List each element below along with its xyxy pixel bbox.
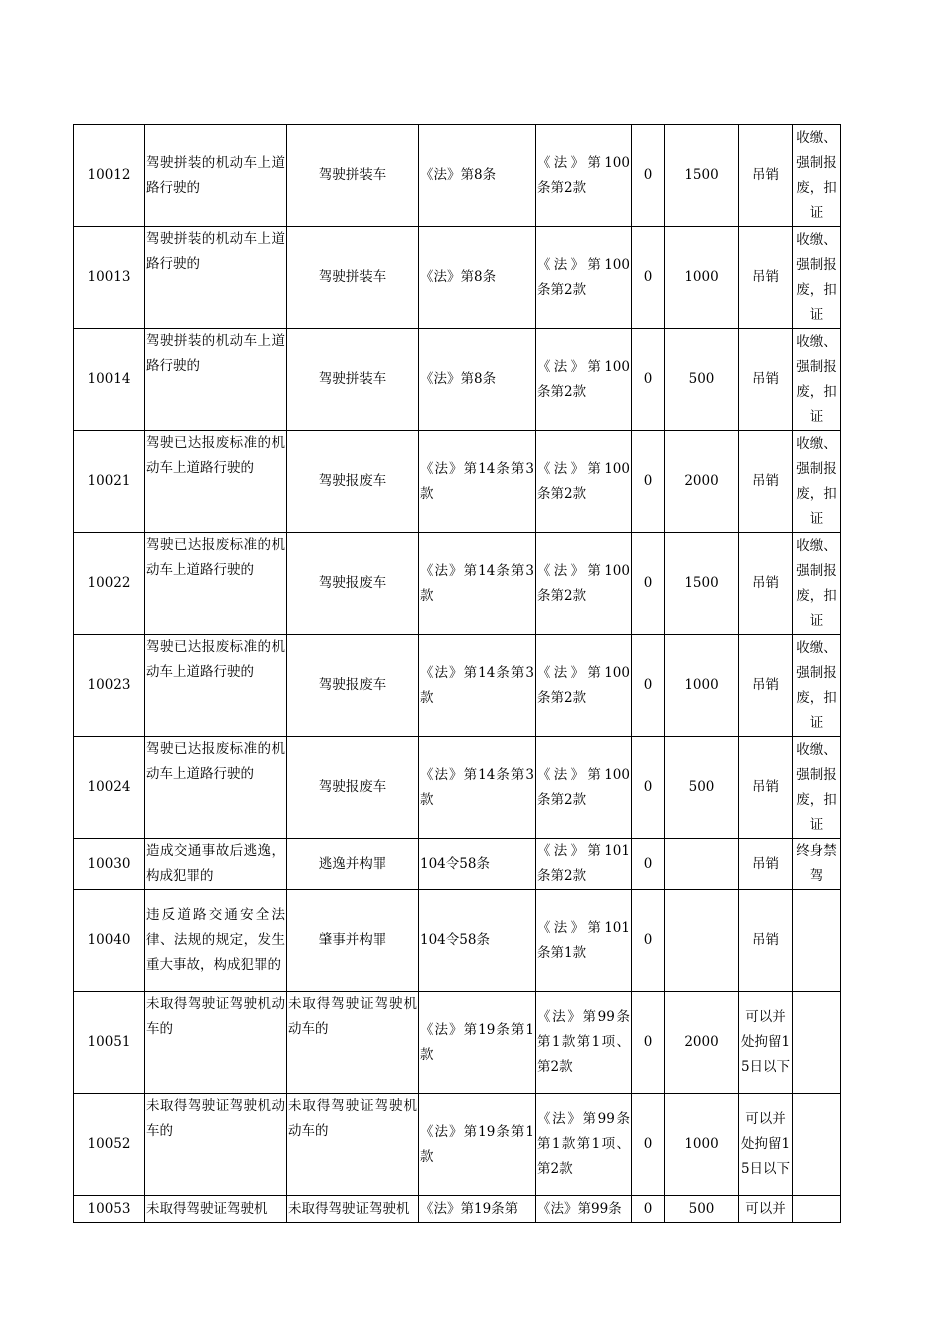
fine-amount: 500 <box>665 737 739 839</box>
fine-amount <box>665 890 739 992</box>
violation-code: 10052 <box>74 1094 145 1196</box>
other-measures <box>793 1196 841 1223</box>
license-action: 可以并处拘留15日以下 <box>739 1094 793 1196</box>
violation-short-name: 驾驶报废车 <box>287 737 419 839</box>
violation-description: 驾驶已达报废标准的机动车上道路行驶的 <box>145 737 287 839</box>
legal-basis: 《法》第19条第1款 <box>419 992 536 1094</box>
penalty-points: 0 <box>632 431 665 533</box>
penalty-basis: 《法》第100条第2款 <box>536 533 632 635</box>
other-measures: 收缴、强制报废，扣证 <box>793 125 841 227</box>
other-measures: 收缴、强制报废，扣证 <box>793 329 841 431</box>
violation-short-name: 未取得驾驶证驾驶机动车的 <box>287 992 419 1094</box>
other-measures: 收缴、强制报废，扣证 <box>793 227 841 329</box>
violation-description: 未取得驾驶证驾驶机 <box>145 1196 287 1223</box>
penalty-points: 0 <box>632 839 665 890</box>
license-action: 吊销 <box>739 839 793 890</box>
legal-basis: 《法》第8条 <box>419 329 536 431</box>
license-action: 吊销 <box>739 125 793 227</box>
table-row <box>74 635 841 737</box>
penalty-basis: 《法》第99条第1款第1项、第2款 <box>536 992 632 1094</box>
fine-amount <box>665 839 739 890</box>
fine-amount: 500 <box>665 329 739 431</box>
legal-basis: 104令58条 <box>419 890 536 992</box>
violation-description: 驾驶拼装的机动车上道路行驶的 <box>145 329 287 431</box>
violation-code-table <box>73 124 841 1223</box>
violation-code: 10053 <box>74 1196 145 1223</box>
legal-basis: 《法》第14条第3款 <box>419 533 536 635</box>
other-measures <box>793 992 841 1094</box>
legal-basis: 《法》第8条 <box>419 125 536 227</box>
license-action: 吊销 <box>739 890 793 992</box>
other-measures <box>793 1094 841 1196</box>
license-action: 吊销 <box>739 533 793 635</box>
violation-short-name: 未取得驾驶证驾驶机动车的 <box>287 1094 419 1196</box>
violation-code: 10040 <box>74 890 145 992</box>
fine-amount: 1000 <box>665 227 739 329</box>
other-measures: 终身禁驾 <box>793 839 841 890</box>
license-action: 可以并 <box>739 1196 793 1223</box>
penalty-basis: 《法》第100条第2款 <box>536 125 632 227</box>
other-measures: 收缴、强制报废，扣证 <box>793 635 841 737</box>
fine-amount: 1500 <box>665 533 739 635</box>
legal-basis: 《法》第19条第1款 <box>419 1094 536 1196</box>
table-row <box>74 533 841 635</box>
license-action: 吊销 <box>739 431 793 533</box>
penalty-basis: 《法》第100条第2款 <box>536 329 632 431</box>
fine-amount: 1000 <box>665 635 739 737</box>
violation-description: 驾驶已达报废标准的机动车上道路行驶的 <box>145 635 287 737</box>
penalty-basis: 《法》第100条第2款 <box>536 737 632 839</box>
table-row <box>74 1094 841 1196</box>
violation-description: 造成交通事故后逃逸，构成犯罪的 <box>145 839 287 890</box>
penalty-basis: 《法》第99条 <box>536 1196 632 1223</box>
violation-code: 10014 <box>74 329 145 431</box>
table-row <box>74 992 841 1094</box>
legal-basis: 《法》第14条第3款 <box>419 737 536 839</box>
legal-basis: 104令58条 <box>419 839 536 890</box>
violation-short-name: 驾驶报废车 <box>287 533 419 635</box>
violation-description: 驾驶拼装的机动车上道路行驶的 <box>145 227 287 329</box>
fine-amount: 1000 <box>665 1094 739 1196</box>
violation-short-name: 逃逸并构罪 <box>287 839 419 890</box>
violation-code: 10021 <box>74 431 145 533</box>
other-measures: 收缴、强制报废，扣证 <box>793 737 841 839</box>
penalty-basis: 《法》第101条第1款 <box>536 890 632 992</box>
penalty-points: 0 <box>632 125 665 227</box>
table-row <box>74 329 841 431</box>
license-action: 吊销 <box>739 635 793 737</box>
violation-code: 10051 <box>74 992 145 1094</box>
license-action: 吊销 <box>739 227 793 329</box>
penalty-points: 0 <box>632 1094 665 1196</box>
violation-code: 10030 <box>74 839 145 890</box>
table-row <box>74 1196 841 1223</box>
penalty-points: 0 <box>632 227 665 329</box>
table-row <box>74 737 841 839</box>
violation-code: 10023 <box>74 635 145 737</box>
legal-basis: 《法》第14条第3款 <box>419 431 536 533</box>
violation-code: 10012 <box>74 125 145 227</box>
violation-description: 未取得驾驶证驾驶机动车的 <box>145 1094 287 1196</box>
legal-basis: 《法》第19条第 <box>419 1196 536 1223</box>
violation-description: 驾驶拼装的机动车上道路行驶的 <box>145 125 287 227</box>
fine-amount: 2000 <box>665 992 739 1094</box>
table-row <box>74 839 841 890</box>
penalty-points: 0 <box>632 329 665 431</box>
penalty-points: 0 <box>632 737 665 839</box>
license-action: 吊销 <box>739 737 793 839</box>
penalty-basis: 《法》第100条第2款 <box>536 635 632 737</box>
legal-basis: 《法》第14条第3款 <box>419 635 536 737</box>
violation-short-name: 驾驶拼装车 <box>287 227 419 329</box>
violation-description: 未取得驾驶证驾驶机动车的 <box>145 992 287 1094</box>
violation-description: 驾驶已达报废标准的机动车上道路行驶的 <box>145 431 287 533</box>
table-row <box>74 431 841 533</box>
violation-short-name: 驾驶拼装车 <box>287 125 419 227</box>
license-action: 吊销 <box>739 329 793 431</box>
penalty-points: 0 <box>632 635 665 737</box>
penalty-points: 0 <box>632 533 665 635</box>
penalty-basis: 《法》第101条第2款 <box>536 839 632 890</box>
other-measures: 收缴、强制报废，扣证 <box>793 533 841 635</box>
violation-short-name: 肇事并构罪 <box>287 890 419 992</box>
legal-basis: 《法》第8条 <box>419 227 536 329</box>
penalty-basis: 《法》第99条第1款第1项、第2款 <box>536 1094 632 1196</box>
penalty-points: 0 <box>632 992 665 1094</box>
table-row <box>74 125 841 227</box>
fine-amount: 1500 <box>665 125 739 227</box>
violation-short-name: 驾驶拼装车 <box>287 329 419 431</box>
violation-short-name: 未取得驾驶证驾驶机 <box>287 1196 419 1223</box>
fine-amount: 500 <box>665 1196 739 1223</box>
license-action: 可以并处拘留15日以下 <box>739 992 793 1094</box>
penalty-basis: 《法》第100条第2款 <box>536 431 632 533</box>
violation-code: 10022 <box>74 533 145 635</box>
table-row <box>74 227 841 329</box>
violation-description: 违反道路交通安全法律、法规的规定，发生重大事故，构成犯罪的 <box>145 890 287 992</box>
table-row <box>74 890 841 992</box>
penalty-basis: 《法》第100条第2款 <box>536 227 632 329</box>
penalty-points: 0 <box>632 1196 665 1223</box>
violation-code: 10013 <box>74 227 145 329</box>
fine-amount: 2000 <box>665 431 739 533</box>
penalty-points: 0 <box>632 890 665 992</box>
violation-short-name: 驾驶报废车 <box>287 635 419 737</box>
other-measures <box>793 890 841 992</box>
violation-code: 10024 <box>74 737 145 839</box>
violation-description: 驾驶已达报废标准的机动车上道路行驶的 <box>145 533 287 635</box>
other-measures: 收缴、强制报废，扣证 <box>793 431 841 533</box>
violation-short-name: 驾驶报废车 <box>287 431 419 533</box>
